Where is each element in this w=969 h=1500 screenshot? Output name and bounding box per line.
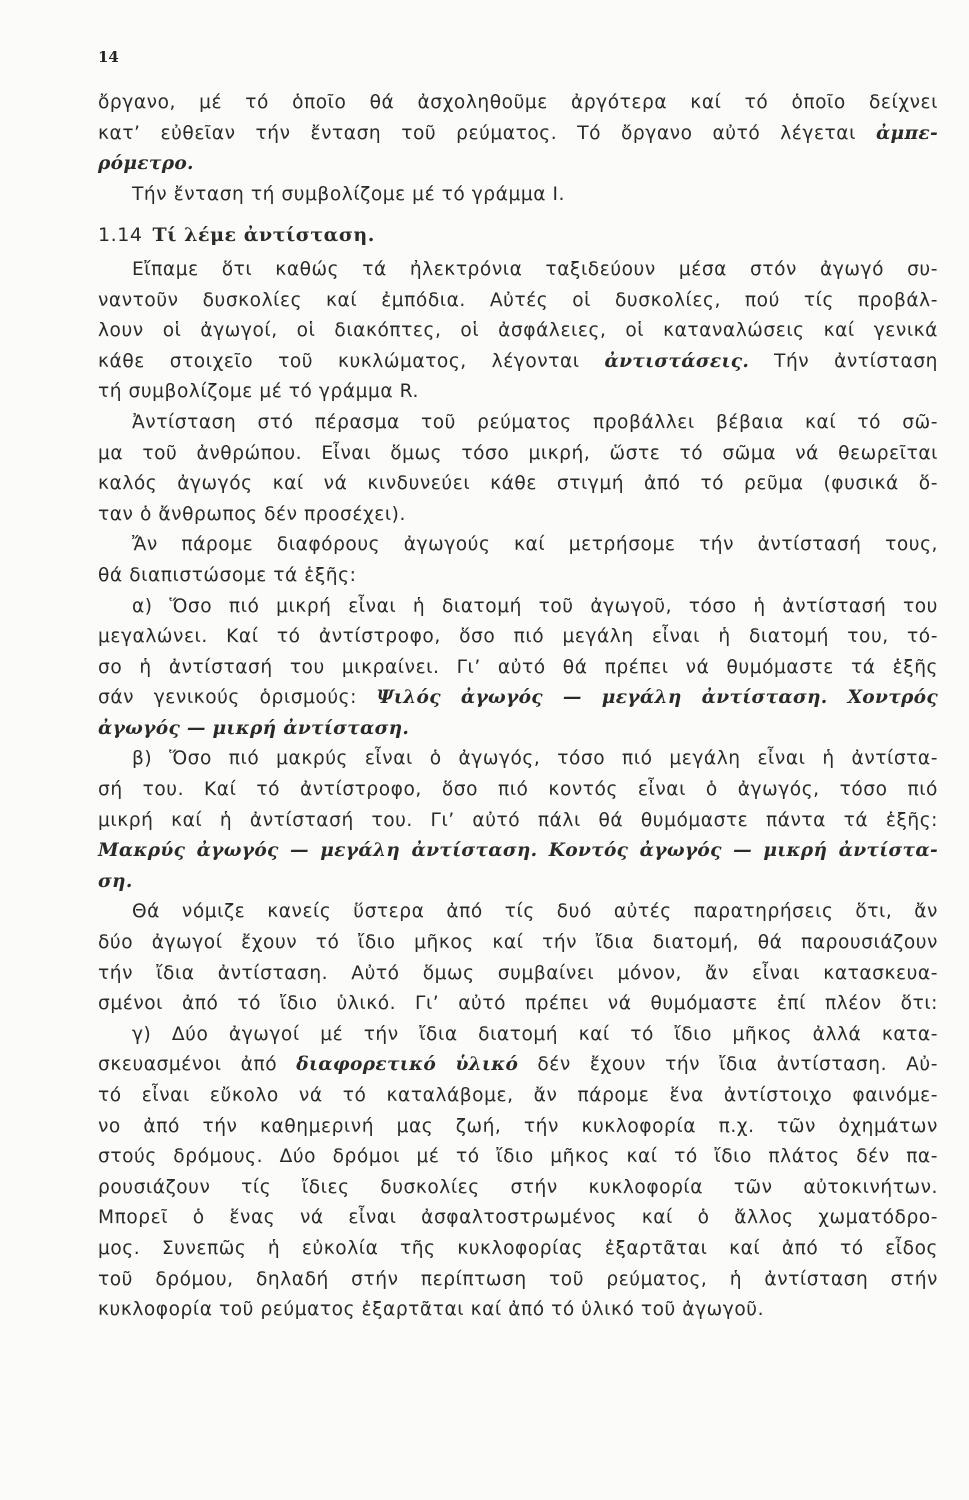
text-line: μα τοῦ ἀνθρώπου. Εἶναι ὅμως τόσο μικρή, ὥστε τό σῶμα νά θεωρεῖται [98, 442, 938, 464]
text-line: κάθε στοιχεῖο τοῦ κυκλώματος, λέγονται ἀντιστάσεις. Τήν ἀντίσταση [98, 350, 938, 372]
text-line: β) Ὅσο πιό μακρύς εἶναι ὁ ἀγωγός, τόσο πιό μεγάλη εἶναι ἡ ἀντίστα- [132, 748, 938, 770]
text-line: Ἀντίσταση στό πέρασμα τοῦ ρεύματος προβάλλει βέβαια καί τό σῶ- [132, 411, 938, 433]
text-line: τό εἶναι εὔκολο νά τό καταλάβομε, ἄν πάρομε ἕνα ἀντίστοιχο φαινόμε- [98, 1085, 938, 1106]
rule-thin-conductor: Ψιλός ἀγωγός — μεγάλη ἀντίσταση. Χοντρός [376, 687, 939, 709]
text-line: Εἴπαμε ὅτι καθώς τά ἠλεκτρόνια ταξιδεύουν μέσα στόν ἀγωγό συ- [132, 258, 938, 280]
text-line: νο ἀπό τήν καθημερινή μας ζωή, τήν κυκλοφορία π.χ. τῶν ὀχημάτων [98, 1115, 938, 1137]
rule-long-conductor-cont: ση. [98, 870, 133, 892]
term-ammeter-cont: ρόμετρο. [98, 153, 194, 175]
section-title: Τί λέμε ἀντίσταση. [152, 224, 375, 247]
text-line [98, 836, 938, 867]
text-line: α) Ὅσο πιό μικρή εἶναι ἡ διατομή τοῦ ἀγωγοῦ, τόσο ἡ ἀντίστασή του [132, 595, 938, 617]
text-line: Μπορεῖ ὁ ἕνας νά εἶναι ἀσφαλτοστρωμένος καί ὁ ἄλλος χωματόδρο- [98, 1207, 938, 1229]
text-line: ταν ὁ ἄνθρωπος δέν προσέχει). [98, 503, 406, 525]
text-line: κατ’ εὐθεῖαν τήν ἔνταση τοῦ ρεύματος. Τό ὄργανο αὐτό λέγεται ἀμπε- [98, 122, 938, 144]
text-line [98, 714, 938, 745]
text-line [98, 149, 938, 180]
text-line: μεγαλώνει. Καί τό ἀντίστροφο, ὅσο πιό μεγάλη εἶναι ἡ διατομή του, τό- [98, 626, 938, 648]
text-line: δύο ἀγωγοί ἔχουν τό ἴδιο μῆκος καί τήν ἴδια διατομή, θά παρουσιάζουν [98, 932, 938, 954]
text-line: σή του. Καί τό ἀντίστροφο, ὅσο πιό κοντός εἶναι ὁ ἀγωγός, τόσο πιό [98, 779, 938, 801]
text-line: καλός ἀγωγός καί νά κινδυνεύει κάθε στιγμή ἀπό τό ρεῦμα (φυσικά ὅ- [98, 473, 938, 495]
term-different-material: διαφορετικό ὑλικό [296, 1054, 519, 1076]
text-line: θά διαπιστώσομε τά ἑξῆς: [98, 564, 357, 586]
body-text [98, 88, 938, 1326]
term-ammeter: ἀμπε- [875, 122, 938, 144]
text-line: ναντοῦν δυσκολίες καί ἐμπόδια. Αὐτές οἱ δυσκολίες, πού τίς προβάλ- [98, 289, 938, 311]
text-line: κυκλοφορία τοῦ ρεύματος ἐξαρτᾶται καί ἀπό τό ὑλικό τοῦ ἀγωγοῦ. [98, 1299, 765, 1321]
rule-thick-conductor: ἀγωγός — μικρή ἀντίσταση. [98, 717, 410, 739]
text-line: σκευασμένοι ἀπό διαφορετικό ὑλικό δέν ἔχουν τήν ἴδια ἀντίσταση. Αὐ- [98, 1054, 939, 1076]
text-line: τή συμβολίζομε μέ τό γράμμα R. [98, 381, 419, 403]
section-number: 1.14 [98, 224, 143, 247]
text-line: σο ἡ ἀντίστασή του μικραίνει. Γι’ αὐτό θά πρέπει νά θυμόμαστε τά ἑξῆς [98, 656, 938, 678]
text-line: μικρή καί ἡ ἀντίστασή του. Γι’ αὐτό πάλι θά θυμόμαστε πάντα τά ἑξῆς: [98, 809, 938, 831]
text-line: τοῦ δρόμου, δηλαδή στήν περίπτωση τοῦ ρεύματος, ἡ ἀντίσταση στήν [98, 1268, 938, 1290]
page-number: 14 [98, 48, 119, 66]
text-line: γ) Δύο ἀγωγοί μέ τήν ἴδια διατομή καί τό ἴδιο μῆκος ἀλλά κατα- [132, 1023, 938, 1045]
text-line: ὄργανο, μέ τό ὁποῖο θά ἀσχοληθοῦμε ἀργότερα καί τό ὁποῖο δείχνει [98, 92, 938, 113]
term-resistances: ἀντιστάσεις. [604, 350, 750, 372]
text-line: ρουσιάζουν τίς ἴδιες δυσκολίες στήν κυκλοφορία τῶν αὐτοκινήτων. [98, 1176, 938, 1198]
text-line: τήν ἴδια ἀντίσταση. Αὐτό ὅμως συμβαίνει μόνον, ἄν εἶναι κατασκευα- [98, 962, 938, 984]
text-line [98, 867, 938, 898]
text-line: μος. Συνεπῶς ἡ εὐκολία τῆς κυκλοφορίας ἐξαρτᾶται καί ἀπό τό εἶδος [98, 1237, 938, 1259]
text-line: σμένοι ἀπό τό ἴδιο ὑλικό. Γι’ αὐτό πρέπει νά θυμόμαστε ἐπί πλέον ὅτι: [98, 993, 938, 1015]
text-line: Θά νόμιζε κανείς ὕστερα ἀπό τίς δυό αὐτές παρατηρήσεις ὅτι, ἄν [132, 901, 938, 923]
section-heading [98, 220, 938, 251]
text-line: λουν οἱ ἀγωγοί, οἱ διακόπτες, οἱ ἀσφάλειες, οἱ καταναλώσεις καί γενικά [98, 320, 938, 342]
text-line: σάν γενικούς ὁρισμούς: Ψιλός ἀγωγός — μεγάλη ἀντίσταση. Χοντρός [98, 687, 939, 709]
rule-long-conductor: Μακρύς ἀγωγός — μεγάλη ἀντίσταση. Κοντός ἀγωγός — μικρή ἀντίστα- [98, 840, 938, 862]
text-line: στούς δρόμους. Δύο δρόμοι μέ τό ἴδιο μῆκος καί τό ἴδιο πλάτος δέν πα- [98, 1146, 938, 1168]
text-line: Τήν ἔνταση τή συμβολίζομε μέ τό γράμμα I. [132, 183, 565, 205]
text-line: Ἄν πάρομε διαφόρους ἀγωγούς καί μετρήσομε τήν ἀντίστασή τους, [132, 534, 938, 556]
